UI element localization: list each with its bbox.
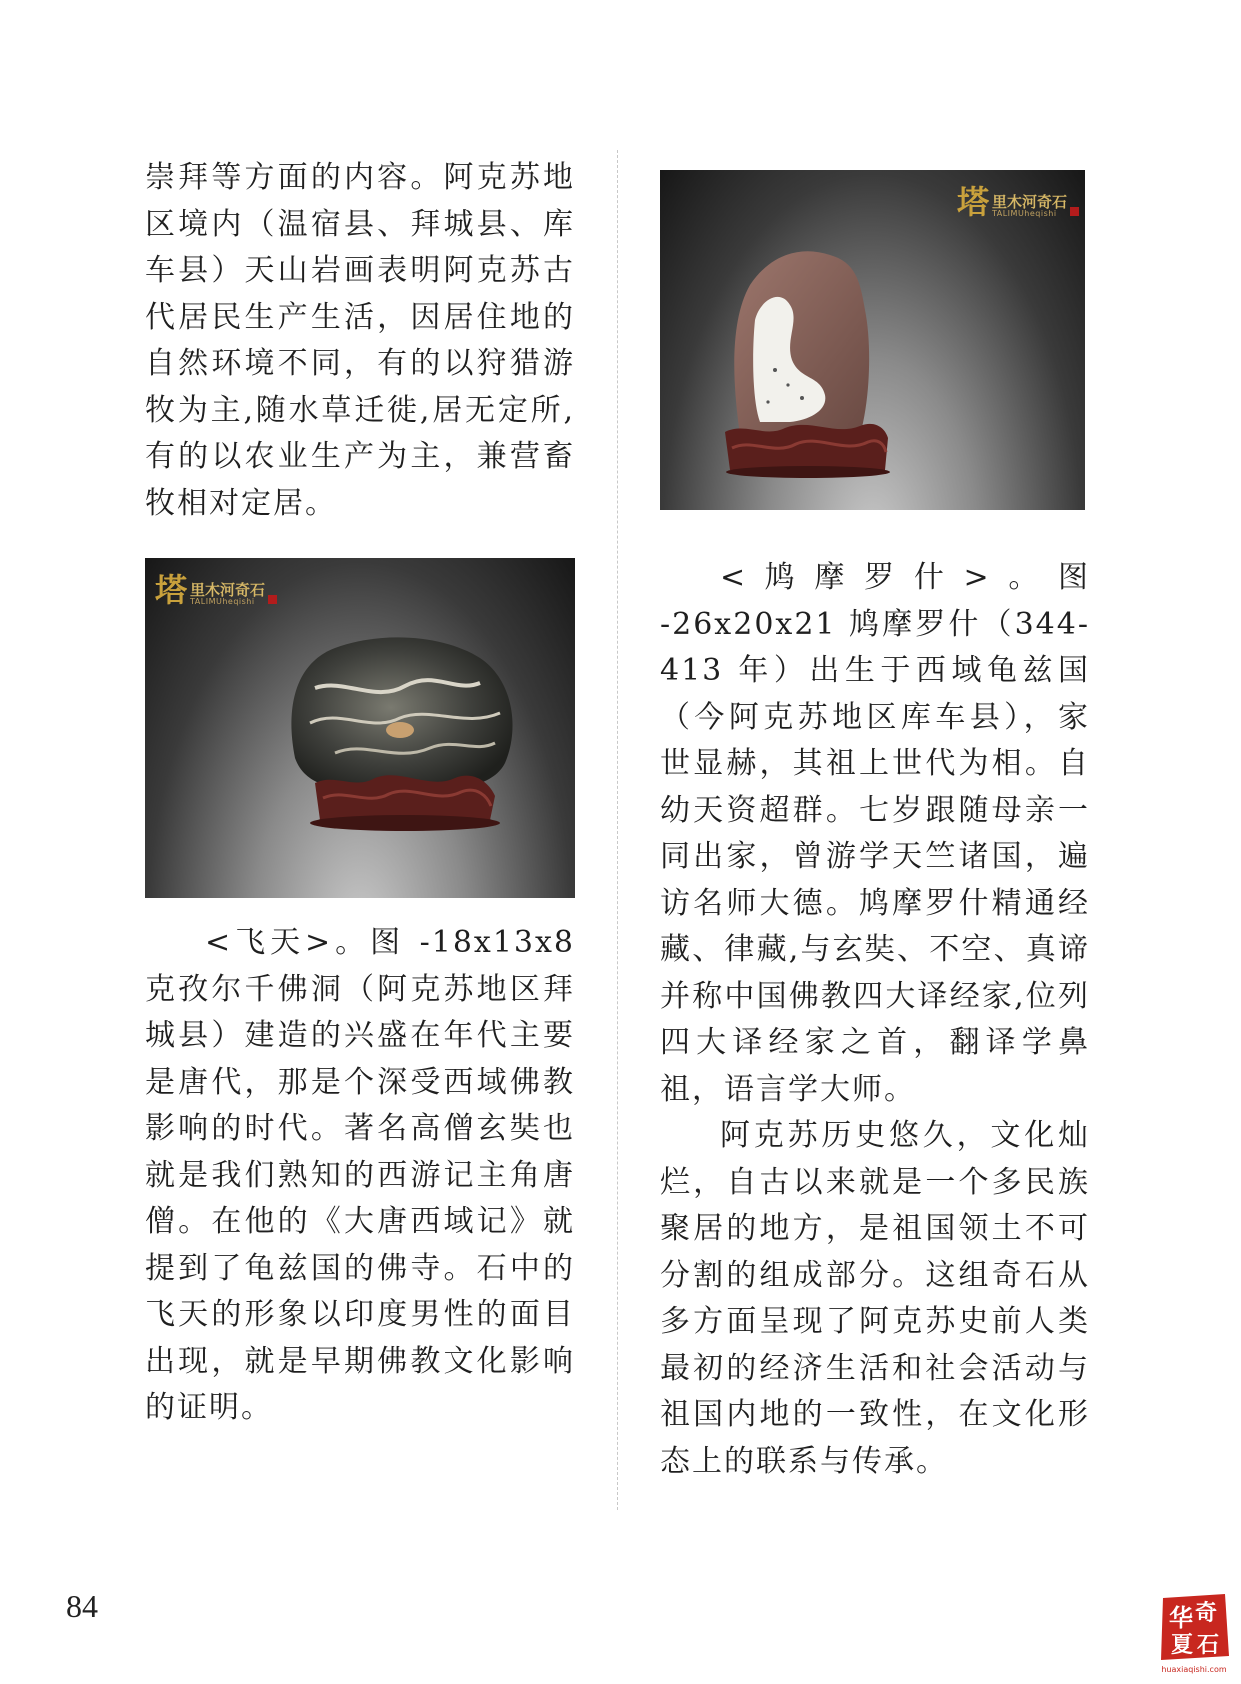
body-paragraph-conclusion: 阿克苏历史悠久，文化灿烂，自古以来就是一个多民族聚居的地方，是祖国领土不可分割的组成部分。这组奇石从多方面呈现了阿克苏史前人类最初的经济生活和社会活动与祖国内地的一致性，在文化形态上的联系与传承。 — [660, 1118, 1090, 1479]
svg-text:华: 华 — [1169, 1604, 1193, 1632]
right-column — [660, 555, 1090, 1485]
brand-mark: 塔 — [155, 571, 188, 609]
logo-seal-icon — [1153, 1586, 1235, 1678]
huaxia-qishi-logo — [1153, 1586, 1235, 1678]
brand-latin: TALIMUheqishi — [991, 209, 1057, 218]
column-divider — [617, 150, 618, 1510]
left-column — [145, 155, 575, 527]
brand-name: 里木河奇石 — [190, 581, 266, 599]
stone-photo-feitian — [145, 558, 575, 898]
brand-name: 里木河奇石 — [991, 193, 1067, 211]
brand-mark: 塔 — [956, 183, 989, 221]
kumarajiva-stone-illustration — [660, 170, 1085, 510]
brand-latin: TALIMUheqishi — [190, 597, 255, 606]
svg-text:奇: 奇 — [1195, 1601, 1218, 1626]
body-paragraph: 崇拜等方面的内容。阿克苏地区境内（温宿县、拜城县、库车县）天山岩画表明阿克苏古代居民生产生活，因居住地的自然环境不同，有的以狩猎游牧为主,随水草迁徙,居无定所,有的以农业生产为主，兼营畜牧相对定居。 — [145, 160, 575, 521]
svg-text:夏: 夏 — [1171, 1633, 1194, 1658]
left-column-lower — [145, 920, 575, 1432]
caption-feitian: <飞天>。图 -18x13x8 克孜尔千佛洞（阿克苏地区拜城县）建造的兴盛在年代主要是唐代，那是个深受西域佛教影响的时代。著名高僧玄奘也就是我们熟知的西游记主角唐僧。在他的《大唐西域记》就提到了龟兹国的佛寺。石中的飞天的形象以印度男性的面目出现，就是早期佛教文化影响的证明。 — [145, 925, 575, 1425]
feitian-stone-illustration — [145, 558, 575, 898]
svg-text:石: 石 — [1197, 1633, 1220, 1658]
logo-url: huaxiaqishi.com — [1161, 1665, 1227, 1674]
caption-kumarajiva: <鸠摩罗什>。图 -26x20x21 鸠摩罗什（344-413 年）出生于西域龟兹国（今阿克苏地区库车县），家世显赫，其祖上世代为相。自幼天资超群。七岁跟随母亲一同出家，曾游学天竺诸国，遍访名师大德。鸠摩罗什精通经藏、律藏,与玄奘、不空、真谛并称中国佛教四大译经家,位列四大译经家之首，翻译学鼻祖，语言学大师。 — [660, 560, 1090, 1107]
stone-photo-kumarajiva — [660, 170, 1085, 510]
page-number: 84 — [66, 1588, 98, 1624]
